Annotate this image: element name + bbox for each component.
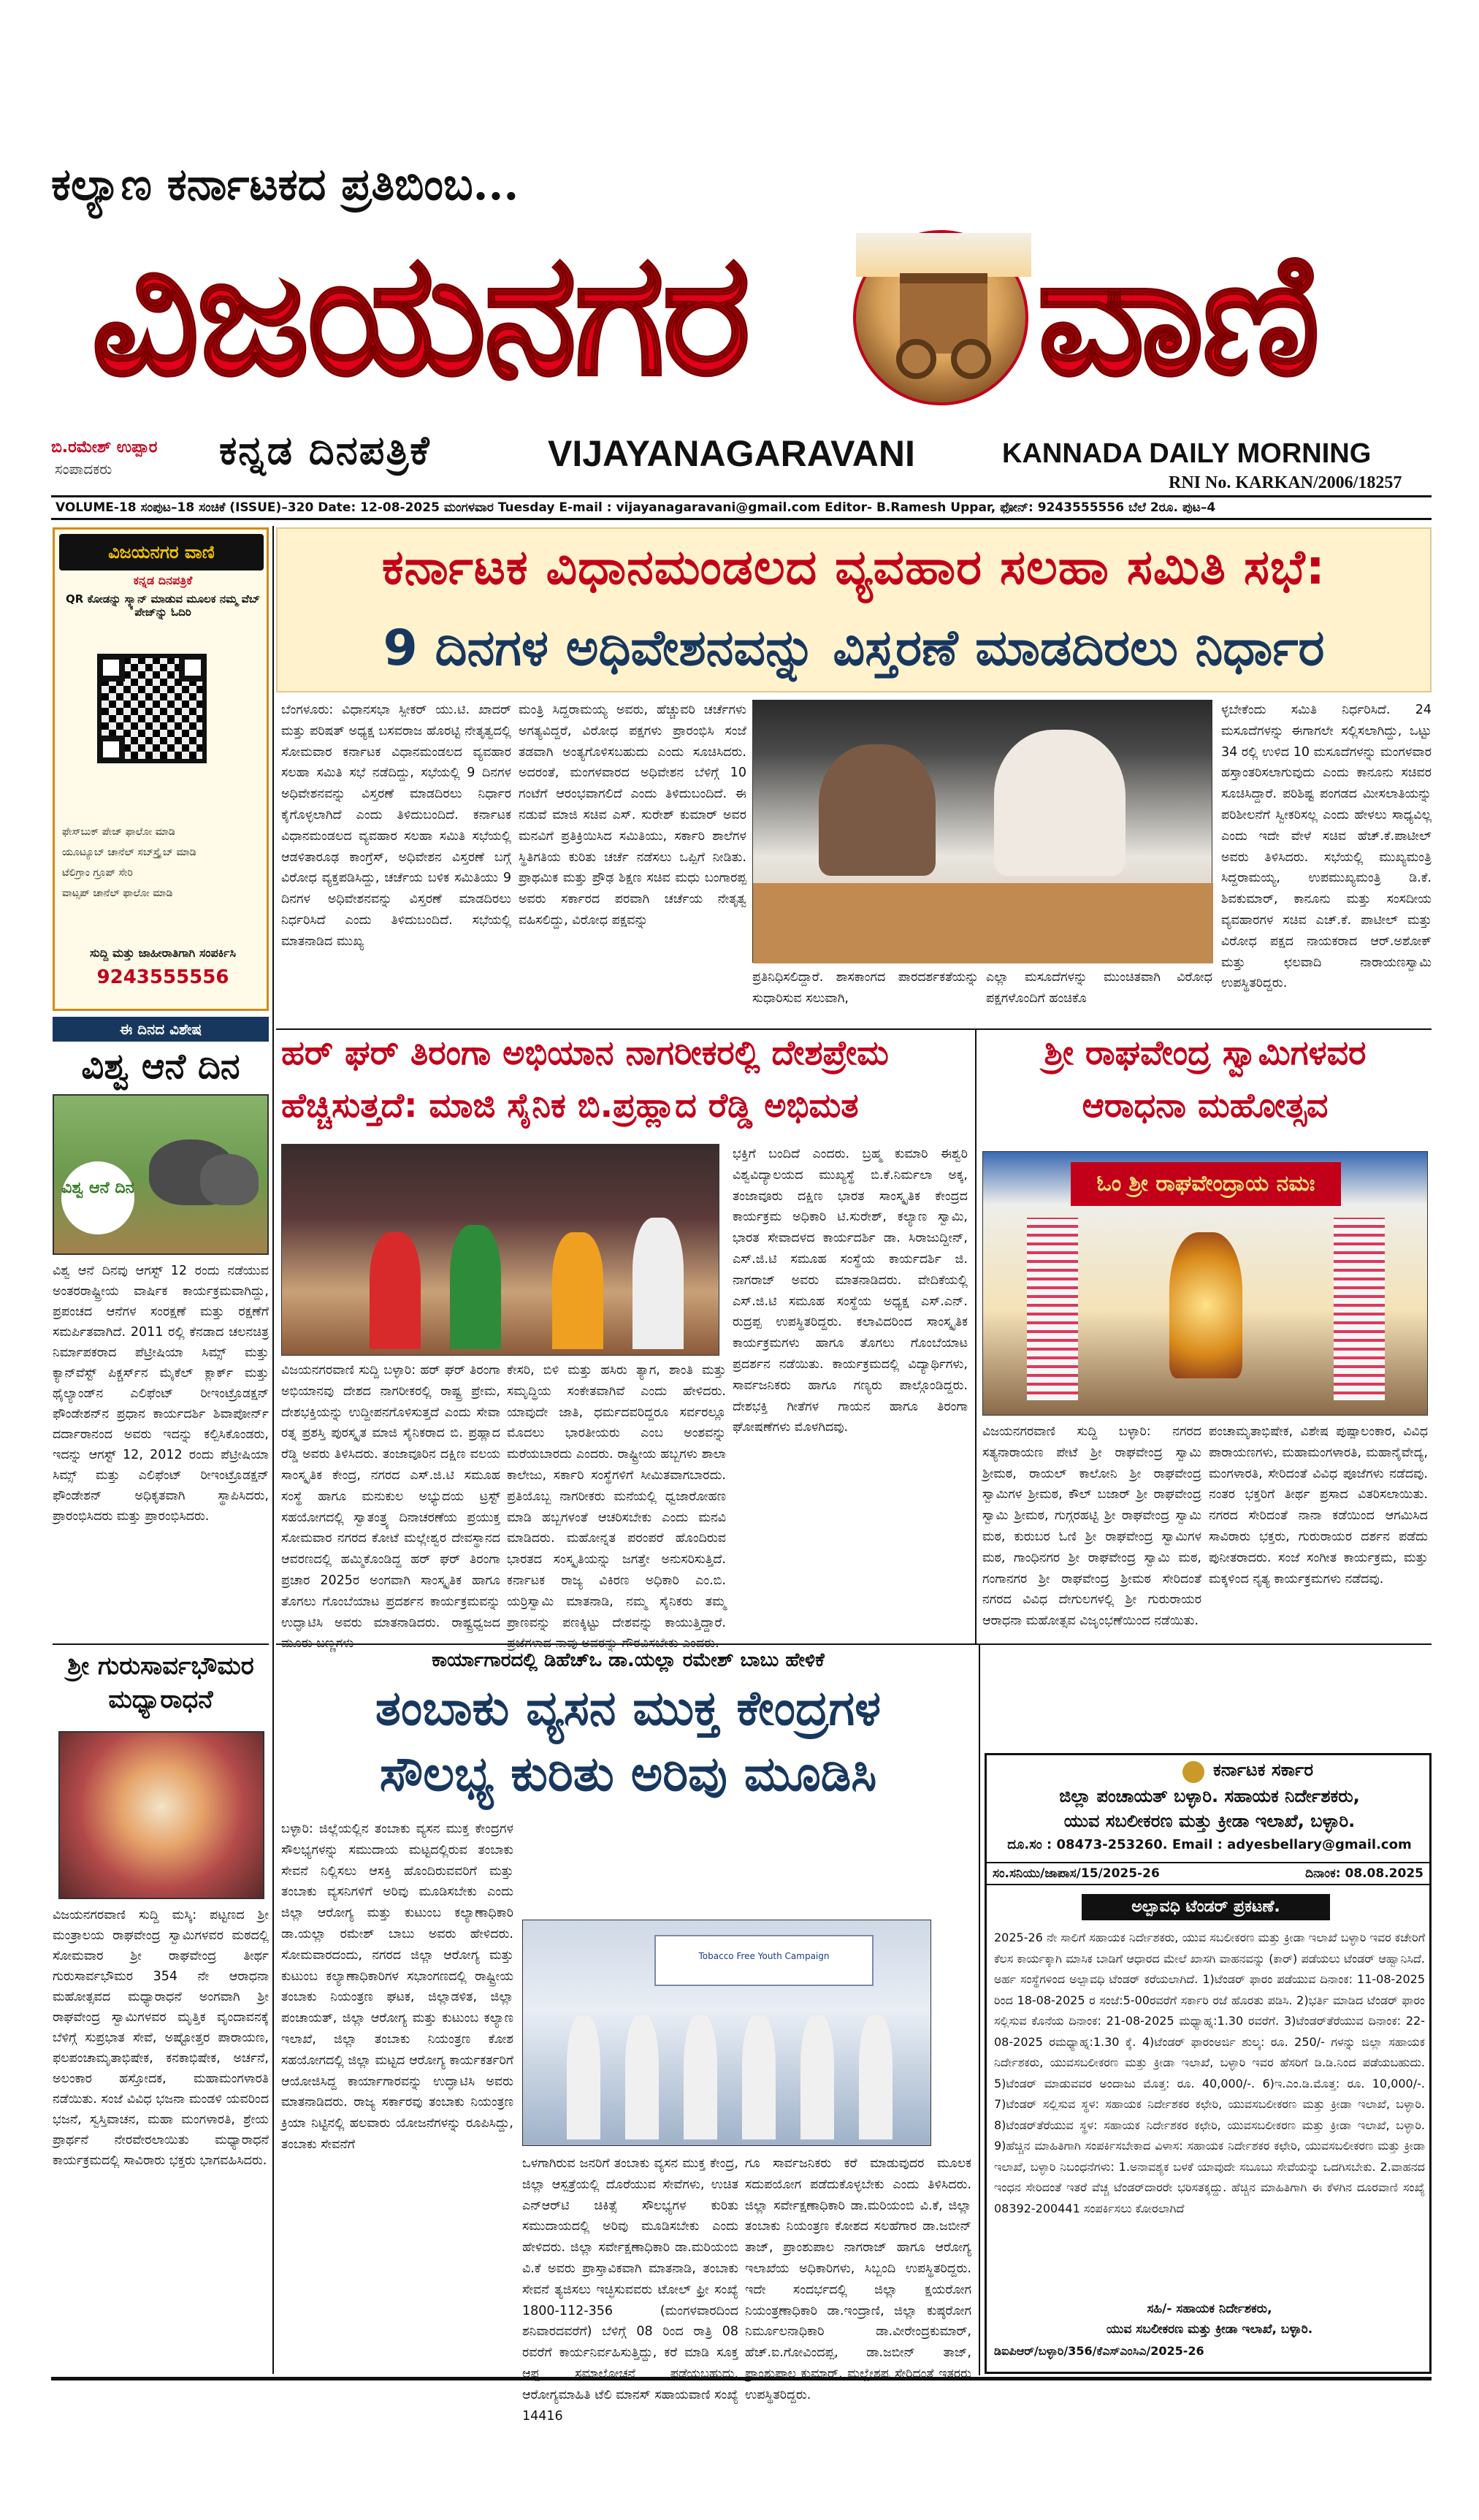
tobacco-workshop-photo: Tobacco Free Youth Campaign — [522, 1920, 931, 2146]
social-telegram-line[interactable]: ಟೆಲಿಗ್ರಾಂ ಗ್ರೂಪ್ ಸೇರಿ — [62, 867, 133, 879]
masthead-title-right: ವಾಣಿ — [1037, 218, 1318, 413]
qr-ad-sub: ಕನ್ನಡ ದಿನಪತ್ರಿಕೆ — [133, 573, 193, 587]
lead-column-3: ಪ್ರತಿನಿಧಿಸಲಿದ್ದಾರೆ. ಶಾಸಕಾಂಗದ ಪಾರದರ್ಶಕತೆಯನ್ನು ಸುಧಾರಿಸುವ ಸಲುವಾಗಿ, — [752, 970, 979, 1006]
masthead-title-left: ವಿಜಯನಗರ — [91, 218, 749, 413]
meeting-photo — [752, 700, 1212, 963]
tobacco-headline-1: ತಂಬಾಕು ವ್ಯಸನ ಮುಕ್ತ ಕೇಂದ್ರಗಳ — [375, 1680, 882, 1736]
tiranga-headline-2: ಹೆಚ್ಚಿಸುತ್ತದೆ: ಮಾಜಿ ಸೈನಿಕ ಬಿ.ಪ್ರಹ್ಲಾದ ರೆಡ್ಡಿ ಅಭಿಮತ — [281, 1085, 859, 1125]
elephant-day-image — [53, 1094, 269, 1255]
qr-ad-subheading — [61, 573, 265, 619]
tiranga-column-2: ಕೇಸರಿ, ಬಿಳಿ ಮತ್ತು ಹಸಿರು ತ್ಯಾಗ, ಶಾಂತಿ ಮತ್ತು ಸಮೃದ್ಧಿಯ ಸಂಕೇತವಾಗಿವೆ ಎಂದು ಹೇಳಿದರು. ಯಾವುದೇ ಜಾತಿ, ಧರ್ಮದವರಿದ್ದರೂ ಸರ್ವರಲ್ಲೂ ಮೊದಲು ಭಾರತೀಯರು ಎಂಬ ಅಂಶವನ್ನು ಮರೆಯಬಾರದು ಎಂದರು. ರಾಷ್ಟ್ರೀಯ ಹಬ್ಬಗಳು ಶಾಲಾ ಕಾಲೇಜು, ಸರ್ಕಾರಿ ಸಂಸ್ಥೆಗಳಿಗೆ ಸೀಮಿತವಾಗಬಾರದು. ಪ್ರತಿಯೊಬ್ಬ ನಾಗರೀಕರು ಮನೆಯಲ್ಲಿ ಧ್ವಜಾರೋಹಣ ಮಾಡಿ ಹಬ್ಬಗಳಂತೆ ಆಚರಿಸಬೇಕು ಎಂದು ಮನವಿ ಮಾಡಿದರು. ಮಹೋನ್ನತ ಪರಂಪರೆ ಹೊಂದಿರುವ ಭಾರತದ ಸಂಸ್ಕೃತಿಯನ್ನು ಜಗತ್ತೇ ಅನುಸರಿಸುತ್ತಿದೆ. ಕರ್ನಾಟಕ ರಾಜ್ಯ ವಿಕಿರಣ ಅಧಿಕಾರಿ ಎಂ.ಬಿ. ಯರ್ರಿಸ್ವಾಮಿ ಮಾತನಾಡಿ, ನಮ್ಮ ಸೈನಿಕರು ತಮ್ಮ ಪ್ರಾಣವನ್ನು ಪಣಕ್ಕಿಟ್ಟು ದೇಶವನ್ನು ಕಾಯುತ್ತಿದ್ದಾರೆ. ಪ್ರಜೆಗಳಾದ ನಾವು ಅವರನ್ನು ಗೌರವಿಸಬೇಕು ಎಂದರು. — [507, 1363, 726, 1652]
contact-label: ಸುದ್ದಿ ಮತ್ತು ಜಾಹೀರಾತಿಗಾಗಿ ಸಂಪರ್ಕಿಸಿ — [90, 946, 236, 960]
notice-signature — [994, 2299, 1425, 2340]
contact-phone: 9243555556 — [96, 966, 229, 988]
tobacco-column-2: ಒಳಗಾಗಿರುವ ಜನರಿಗೆ ತಂಬಾಕು ವ್ಯಸನ ಮುಕ್ತ ಕೇಂದ್ರ, ಜಿಲ್ಲಾ ಆಸ್ಪತ್ರೆಯಲ್ಲಿ ದೊರೆಯುವ ಸೇವೆಗಳು, ಉಚಿತ ಎನ್ಆರ್‌ಟಿ ಚಿಕಿತ್ಸೆ ಸೌಲಭ್ಯಗಳ ಕುರಿತು ಸಮುದಾಯದಲ್ಲಿ ಅರಿವು ಮೂಡಿಸಬೇಕು ಎಂದು ಹೇಳಿದರು. ಜಿಲ್ಲಾ ಸರ್ವೇಕ್ಷಣಾಧಿಕಾರಿ ಡಾ.ಮರಿಯಂಬಿ ವಿ.ಕೆ ಅವರು ಪ್ರಾಸ್ತಾವಿಕವಾಗಿ ಮಾತನಾಡಿ, ತಂಬಾಕು ಸೇವನೆ ತ್ಯಜಿಸಲು ಇಚ್ಛಿಸುವವರು ಟೋಲ್ ಫ್ರೀ ಸಂಖ್ಯೆ 1800-112-356 (ಮಂಗಳವಾರದಿಂದ ಶನಿವಾರದವರೆಗೆ) ಬೆಳಿಗ್ಗೆ 08 ರಿಂದ ರಾತ್ರಿ 08 ರವರೆಗೆ ಕಾರ್ಯನಿರ್ವಹಿಸುತ್ತಿದ್ದು, ಕರೆ ಮಾಡಿ ಸೂಕ್ತ ಆಪ್ತ ಸಮಾಲೋಚನೆ ಪಡೆಯಬಹುದು. ಆರೋಗ್ಯಮಾಹಿತಿ ಟೆಲಿ ಮಾನಸ್ ಸಹಾಯವಾಣಿ ಸಂಖ್ಯೆ 14416 — [522, 2156, 738, 2424]
tobacco-column-1: ಬಳ್ಳಾರಿ: ಜಿಲ್ಲೆಯಲ್ಲಿನ ತಂಬಾಕು ವ್ಯಸನ ಮುಕ್ತ ಕೇಂದ್ರಗಳ ಸೌಲಭ್ಯಗಳನ್ನು ಸಮುದಾಯ ಮಟ್ಟದಲ್ಲಿರುವ ತಂಬಾಕು ಸೇವನೆ ನಿಲ್ಲಿಸಲು ಆಸಕ್ತಿ ಹೊಂದಿರುವವರಿಗೆ ಮತ್ತು ತಂಬಾಕು ವ್ಯಸನಿಗಳಿಗೆ ಅರಿವು ಮೂಡಿಸಬೇಕು ಎಂದು ಜಿಲ್ಲಾ ಆರೋಗ್ಯ ಮತ್ತು ಕುಟುಂಬ ಕಲ್ಯಾಣಾಧಿಕಾರಿ ಡಾ.ಯಲ್ಲಾ ರಮೇಶ್ ಬಾಬು ಅವರು ಹೇಳಿದರು. ಸೋಮವಾರದಂದು, ನಗರದ ಜಿಲ್ಲಾ ಆರೋಗ್ಯ ಮತ್ತು ಕುಟುಂಬ ಕಲ್ಯಾಣಾಧಿಕಾರಿಗಳ ಸಭಾಂಗಣದಲ್ಲಿ ರಾಷ್ಟ್ರೀಯ ತಂಬಾಕು ನಿಯಂತ್ರಣ ಘಟಕ, ಜಿಲ್ಲಾಡಳಿತ, ಜಿಲ್ಲಾ ಪಂಚಾಯತ್, ಜಿಲ್ಲಾ ಆರೋಗ್ಯ ಮತ್ತು ಕುಟುಂಬ ಕಲ್ಯಾಣ ಇಲಾಖೆ, ಜಿಲ್ಲಾ ತಂಬಾಕು ನಿಯಂತ್ರಣ ಕೋಶ ಸಹಯೋಗದಲ್ಲಿ ಜಿಲ್ಲಾ ಮಟ್ಟದ ಆರೋಗ್ಯ ಕಾರ್ಯಕರ್ತರಿಗೆ ಆಯೋಜಿಸಿದ್ದ ಕಾರ್ಯಾಗಾರವನ್ನು ಉದ್ಘಾಟಿಸಿ ಅವರು ಮಾತನಾಡಿದರು. ರಾಜ್ಯ ಸರ್ಕಾರವು ತಂಬಾಕು ನಿಯಂತ್ರಣ ಕ್ರಿಯಾ ನಿಟ್ಟಿನಲ್ಲಿ ಹಲವಾರು ಯೋಜನೆಗಳನ್ನು ರೂಪಿಸಿದ್ದು, ತಂಬಾಕು ಸೇವನೆಗೆ — [281, 1822, 513, 2152]
raghavendra-column-1: ವಿಜಯನಗರವಾಣಿ ಸುದ್ದಿ ಬಳ್ಳಾರಿ: ನಗರದ ಸತ್ಯನಾರಾಯಣ ಪೇಟೆ ಶ್ರೀ ರಾಘವೇಂದ್ರ ಸ್ವಾಮಿ ಶ್ರೀಮಠ, ರಾಯಲ್ ಕಾಲೋನಿ ಶ್ರೀ ರಾಘವೇಂದ್ರ ಸ್ವಾಮಿಗಳ ಶ್ರೀಮಠ, ಕೌಲ್ ಬಜಾರ್ ಶ್ರೀ ರಾಘವೇಂದ್ರ ಸ್ವಾಮಿ ಶ್ರೀಮಠ, ಗುಗ್ಗರಹಟ್ಟಿ ಶ್ರೀ ರಾಘವೇಂದ್ರ ಸ್ವಾಮಿ ಮಠ, ಕುರುಬರ ಓಣಿ ಶ್ರೀ ರಾಘವೇಂದ್ರ ಸ್ವಾಮಿಗಳ ಮಠ, ಗಾಂಧಿನಗರ ಶ್ರೀ ರಾಘವೇಂದ್ರ ಸ್ವಾಮಿ ಮಠ, ಗಂಗಾನಗರ ಶ್ರೀ ರಾಘವೇಂದ್ರ ಶ್ರೀಮಠ ಸೇರಿದಂತೆ ನಗರದ ವಿವಿಧ ದೇಗುಲಗಳಲ್ಲಿ ಶ್ರೀ ಗುರುರಾಯರ ಆರಾಧನಾ ಮಹೋತ್ಸವ ವಿಜೃಂಭಣೆಯಿಂದ ನಡೆಯಿತು. — [982, 1424, 1201, 1629]
social-facebook-line[interactable]: ಫೇಸ್‌ಬುಕ್ ಪೇಜ್ ಫಾಲೋ ಮಾಡಿ — [62, 826, 175, 838]
day-special-heading: ಈ ದಿನದ ವಿಶೇಷ — [53, 1017, 269, 1042]
tobacco-column-3: ಗೂ ಸಾರ್ವಜನಿಕರು ಕರೆ ಮಾಡುವುದರ ಮೂಲಕ ಸದುಪಯೋಗ ಪಡೆದುಕೊಳ್ಳಬೇಕು ಎಂದು ತಿಳಿಸಿದರು. ಜಿಲ್ಲಾ ಸರ್ವೇಕ್ಷಣಾಧಿಕಾರಿ ಡಾ.ಮರಿಯಂಬಿ ವಿ.ಕೆ, ಜಿಲ್ಲಾ ತಂಬಾಕು ನಿಯಂತ್ರಣ ಕೋಶದ ಸಲಹೆಗಾರ ಡಾ.ಜಬೀನ್ ತಾಜ್, ಪ್ರಾಂಶುಪಾಲ ನಾಗರಾಜ್ ಹಾಗೂ ಆರೋಗ್ಯ ಇಲಾಖೆಯ ಅಧಿಕಾರಿಗಳು, ಸಿಬ್ಬಂದಿ ಉಪಸ್ಥಿತರಿದ್ದರು. ಇದೇ ಸಂದರ್ಭದಲ್ಲಿ ಜಿಲ್ಲಾ ಕ್ಷಯರೋಗ ನಿಯಂತ್ರಣಾಧಿಕಾರಿ ಡಾ.ಇಂದ್ರಾಣಿ, ಜಿಲ್ಲಾ ಕುಷ್ಠರೋಗ ನಿರ್ಮೂಲನಾಧಿಕಾರಿ ಡಾ.ವೀರೇಂದ್ರಕುಮಾರ್, ಹೆಚ್.ಐ.ಗೋವಿಂದಪ್ಪ, ಡಾ.ಜಬೀನ್ ತಾಜ್, ಪ್ರಾಂಶುಪಾಲ ಕುಮಾರ್, ಮಲ್ಲೇಶಪ್ಪ ಸೇರಿದಂತೆ ಇತರರು ಉಪಸ್ಥಿತರಿದ್ದರು. — [745, 2156, 971, 2402]
brand-english: VIJAYANAGARAVANI — [548, 433, 915, 474]
qr-advertisement — [53, 527, 269, 1011]
qr-corner-icon — [97, 654, 125, 681]
editor-name: ಬಿ.ರಮೇಶ್ ಉಪ್ಪಾರ — [51, 438, 158, 457]
social-links — [62, 822, 264, 904]
tagline: ಕಲ್ಯಾಣ ಕರ್ನಾಟಕದ ಪ್ರತಿಬಿಂಬ... — [51, 159, 519, 210]
tiranga-headline-1: ಹರ್ ಘರ್ ತಿರಂಗಾ ಅಭಿಯಾನ ನಾಗರೀಕರಲ್ಲಿ ದೇಶಪ್ರೇಮ — [281, 1033, 889, 1072]
tiranga-event-photo — [281, 1144, 719, 1356]
lead-column-4: ಎಲ್ಲಾ ಮಸೂದೆಗಳನ್ನು ಮುಂಚಿತವಾಗಿ ವಿರೋಧ ಪಕ್ಷಗಳೊಂದಿಗೆ ಹಂಚಿಕೊ — [986, 970, 1212, 1006]
rni-number: RNI No. KARKAN/2006/18257 — [1169, 473, 1402, 492]
lead-column-2: ಮಂತ್ರಿ ಸಿದ್ದರಾಮಯ್ಯ ಅವರು, ಹೆಚ್ಚುವರಿ ಚರ್ಚೆಗಳು ಅಗತ್ಯವಿದ್ದರೆ, ವಿರೋಧ ಪಕ್ಷಗಳು ಪ್ರಾರಂಭಿಸಿ ಸಂಜೆ ತಡವಾಗಿ ಅಂತ್ಯಗೊಳಿಸಬಹುದು ಎಂದು ಸೂಚಿಸಿದರು. ಅದರಂತೆ, ಮಂಗಳವಾರದ ಅಧಿವೇಶನ ಬೆಳಿಗ್ಗೆ 10 ಗಂಟೆಗೆ ಆರಂಭವಾಗಲಿದೆ ಎಂದು ತಿಳಿದುಬಂದಿದೆ. ಈ ನಡುವೆ ಮಾಜಿ ಸಚಿವ ಎಸ್. ಸುರೇಶ್ ಕುಮಾರ್ ಅವರ ಮನವಿಗೆ ಪ್ರತಿಕ್ರಿಯಿಸಿದ ಸಮಿತಿಯು, ಸರ್ಕಾರಿ ಶಾಲೆಗಳ ಸ್ಥಿತಿಗತಿಯ ಕುರಿತು ಚರ್ಚೆ ನಡೆಸಲು ಒಪ್ಪಿಗೆ ನೀಡಿತು. ಪ್ರಾಥಮಿಕ ಮತ್ತು ಪ್ರೌಢ ಶಿಕ್ಷಣ ಸಚಿವ ಮಧು ಬಂಗಾರಪ್ಪ ಅವರು ಸರ್ಕಾರದ ಪರವಾಗಿ ಚರ್ಚೆಯ ನೇತೃತ್ವ ವಹಿಸಲಿದ್ದು, ವಿರೋಧ ಪಕ್ಷವನ್ನು — [519, 703, 746, 928]
notice-title: ಅಲ್ಪಾವಧಿ ಟೆಂಡರ್ ಪ್ರಕಟಣೆ. — [1082, 1894, 1330, 1920]
notice-signature-1: ಸಹಿ/- ಸಹಾಯಕ ನಿರ್ದೇಶಕರು, — [1147, 2302, 1272, 2316]
day-special-text: ವಿಶ್ವ ಆನೆ ದಿನವು ಆಗಸ್ಟ್ 12 ರಂದು ನಡೆಯುವ ಅಂತರರಾಷ್ಟ್ರೀಯ ವಾರ್ಷಿಕ ಕಾರ್ಯಕ್ರಮವಾಗಿದ್ದು, ಪ್ರಪಂಚದ ಆನೆಗಳ ಸಂರಕ್ಷಣೆ ಮತ್ತು ರಕ್ಷಣೆಗೆ ಸಮರ್ಪಿತವಾಗಿದೆ. 2011 ರಲ್ಲಿ ಕೆನಡಾದ ಚಲನಚಿತ್ರ ನಿರ್ಮಾಪಕರಾದ ಪೆಟ್ರೀಷಿಯಾ ಸಿಮ್ಸ್ ಮತ್ತು ಕ್ಯಾನ್‌ವೆಸ್ಟ್ ಪಿಕ್ಚರ್ಸ್‌ನ ಮೈಕೆಲ್ ಕ್ಲಾರ್ಕ್ ಮತ್ತು ಥೈಲ್ಯಾಂಡ್‌ನ ಎಲಿಫೆಂಟ್ ರೀಇಂಟ್ರೊಡಕ್ಷನ್ ಫೌಂಡೇಶನ್‌ನ ಪ್ರಧಾನ ಕಾರ್ಯದರ್ಶಿ ಶಿವಾಪೋರ್ನ್ ದರ್ದಾರಾನಂದ ಅವರು ಇದನ್ನು ಕಲ್ಪಿಸಿಕೊಂಡರು, ಇದನ್ನು ಆಗಸ್ಟ್ 12, 2012 ರಂದು ಪೆಟ್ರೀಷಿಯಾ ಸಿಮ್ಸ್ ಮತ್ತು ಎಲಿಫೆಂಟ್ ರೀಇಂಟ್ರೊಡಕ್ಷನ್ ಫೌಂಡೇಶನ್ ಅಧಿಕೃತವಾಗಿ ಸ್ಥಾಪಿಸಿದರು, ಪ್ರಾರಂಭಿಸಿದರು ಮತ್ತು ಪ್ರಾರಂಭಿಸಿದರು. — [53, 1264, 269, 1524]
tobacco-headline-2: ಸೌಲಭ್ಯ ಕುರಿತು ಅರಿವು ಮೂಡಿಸಿ — [379, 1746, 877, 1802]
notice-contact: ದೂ.ಸಂ : 08473-253260. Email : adyesbellary@gmail.com — [1007, 1837, 1412, 1852]
hampi-chariot-logo — [853, 230, 1028, 405]
raghavendra-headline-1: ಶ್ರೀ ರಾಘವೇಂದ್ರ ಸ್ವಾಮಿಗಳವರ — [1044, 1033, 1367, 1072]
guru-brindavana-photo — [58, 1731, 264, 1899]
notice-reference: ಸಂ.ಸನಿಯು/ಜಾಪಾಸ/15/2025-26 — [993, 1866, 1160, 1881]
temple-banner: ಓಂ ಶ್ರೀ ರಾಘವೇಂದ್ರಾಯ ನಮಃ — [1071, 1162, 1341, 1206]
lead-column-5: ಳ್ಳಬೇಕೆಂದು ಸಮಿತಿ ನಿರ್ಧರಿಸಿದೆ. 24 ಮಸೂದೆಗಳನ್ನು ಈಗಾಗಲೇ ಸಲ್ಲಿಸಲಾಗಿದ್ದು, ಒಟ್ಟು 34 ರಲ್ಲಿ ಉಳಿದ 10 ಮಸೂದೆಗಳನ್ನು ಮಂಗಳವಾರ ಹಸ್ತಾಂತರಿಸಲಾಗುವುದು ಎಂದು ಕಾನೂನು ಸಚಿವರ ಸೂಚಿಸಿದ್ದಾರೆ. ಪರಿಶಿಷ್ಟ ಪಂಗಡದ ಮೀಸಲಾತಿಯನ್ನು ಪರಿಶೀಲನೆಗೆ ಸ್ವೀಕರಿಸಲ್ಲ ಎಂದು ಹೇಳಲು ಸಾಧ್ಯವಿಲ್ಲ ಎಂದು ಇದೇ ವೇಳೆ ಸಚಿವ ಹೆಚ್.ಕೆ.ಪಾಟೀಲ್ ಅವರು ತಿಳಿಸಿದರು. ಸಭೆಯಲ್ಲಿ ಮುಖ್ಯಮಂತ್ರಿ ಸಿದ್ದರಾಮಯ್ಯ, ಉಪಮುಖ್ಯಮಂತ್ರಿ ಡಿ.ಕೆ. ಶಿವಕುಮಾರ್, ಕಾನೂನು ಮತ್ತು ಸಂಸದೀಯ ವ್ಯವಹಾರಗಳ ಸಚಿವ ಎಚ್.ಕೆ. ಪಾಟೀಲ್ ಮತ್ತು ವಿರೋಧ ಪಕ್ಷದ ನಾಯಕರಾದ ಆರ್.ಅಶೋಕ್ ಮತ್ತು ಛಲವಾದಿ ನಾರಾಯಣಸ್ವಾಮಿ ಉಪಸ್ಥಿತರಿದ್ದರು. — [1221, 703, 1432, 991]
raghavendra-headline-2: ಆರಾಧನಾ ಮಹೋತ್ಸವ — [1082, 1085, 1329, 1125]
bottom-rule — [51, 2377, 1432, 2380]
social-whatsapp-line[interactable]: ವಾಟ್ಸಪ್ ಚಾನೆಲ್ ಫಾಲೋ ಮಾಡಿ — [62, 887, 173, 899]
lead-column-1: ಬೆಂಗಳೂರು: ವಿಧಾನಸಭಾ ಸ್ಪೀಕರ್ ಯು.ಟಿ. ಖಾದರ್ ಮತ್ತು ಪರಿಷತ್ ಅಧ್ಯಕ್ಷ ಬಸವರಾಜ ಹೊರಟ್ಟಿ ನೇತೃತ್ವದಲ್ಲಿ ಸೋಮವಾರ ಕರ್ನಾಟಕ ವಿಧಾನಮಂಡಲದ ವ್ಯವಹಾರ ಸಲಹಾ ಸಮಿತಿ ಸಭೆ ನಡೆದಿದ್ದು, ಸಭೆಯಲ್ಲಿ 9 ದಿನಗಳ ಅಧಿವೇಶನವನ್ನು ವಿಸ್ತರಣೆ ಮಾಡದಿರಲು ನಿರ್ಧಾರ ಕೈಗೊಳ್ಳಲಾಗಿದೆ ಎಂದು ತಿಳಿದುಬಂದಿದೆ. ಕರ್ನಾಟಕ ವಿಧಾನಮಂಡಲದ ವ್ಯವಹಾರ ಸಲಹಾ ಸಮಿತಿ ಸಭೆಯಲ್ಲಿ ಆಡಳಿತಾರೂಢ ಕಾಂಗ್ರೆಸ್, ಅಧಿವೇಶನ ವಿಸ್ತರಣೆ ಬಗ್ಗೆ ವಿರೋಧ ವ್ಯಕ್ತಪಡಿಸಿದ್ದು, ಚರ್ಚೆಯ ಬಳಿಕ ಸಮಿತಿಯು 9 ದಿನಗಳ ಅಧಿವೇಶನವನ್ನು ವಿಸ್ತರಣೆ ಮಾಡದಿರಲು ನಿರ್ಧರಿಸಿದೆ ಎಂದು ತಿಳಿದುಬಂದಿದೆ. ಸಭೆಯಲ್ಲಿ ಮಾತನಾಡಿದ ಮುಖ್ಯ — [281, 703, 511, 949]
notice-signature-2: ಯುವ ಸಬಲೀಕರಣ ಮತ್ತು ಕ್ರೀಡಾ ಇಲಾಖೆ, ಬಳ್ಳಾರಿ. — [1106, 2322, 1313, 2337]
temple-photo — [982, 1151, 1428, 1416]
qr-corner-icon — [179, 654, 207, 681]
editor-role: ಸಂಪಾದಕರು — [55, 460, 112, 478]
issue-info-bar: VOLUME-18 ಸಂಪುಟ–18 ಸಂಚಿಕೆ (ISSUE)–320 Date: 12-08-2025 ಮಂಗಳವಾರ Tuesday E-mail : vijayanagaravani@gmail.com Editor- B.Ramesh Uppar, ಫೋನ್: 9243555556 ಬೆಲೆ 2ರೂ. ಪುಟ–4 — [51, 495, 1432, 520]
tobacco-kicker: ಕಾರ್ಯಾಗಾರದಲ್ಲಿ ಡಿಹೆಚ್ಒ ಡಾ.ಯಲ್ಲಾ ರಮೇಶ್ ಬಾಬು ಹೇಳಿಕೆ — [432, 1649, 825, 1671]
lead-headline-2: 9 ದಿನಗಳ ಅಧಿವೇಶನವನ್ನು ವಿಸ್ತರಣೆ ಮಾಡದಿರಲು ನಿರ್ಧಾರ — [383, 619, 1325, 677]
tiranga-column-3: ಭಕ್ತಿಗೆ ಬಂದಿದೆ ಎಂದರು. ಬ್ರಹ್ಮ ಕುಮಾರಿ ಈಶ್ವರಿ ವಿಶ್ವವಿದ್ಯಾಲಯದ ಮುಖ್ಯಸ್ಥೆ ಬಿ.ಕೆ.ನಿರ್ಮಲಾ ಅಕ್ಕ, ತಂಜಾವೂರು ದಕ್ಷಿಣ ಭಾರತ ಸಾಂಸ್ಕೃತಿಕ ಕೇಂದ್ರದ ಕಾರ್ಯಕ್ರಮ ಅಧಿಕಾರಿ ಟಿ.ಸುರೇಶ್, ಕಲ್ಯಾಣ ಸ್ವಾಮಿ, ಭಾರತ ಸೇವಾದಳದ ಕಾರ್ಯದರ್ಶಿ ಡಾ. ಸಿರಾಜುದ್ದೀನ್, ಎಸ್.ಜಿ.ಟಿ ಸಮೂಹ ಸಂಸ್ಥೆಯ ಕಾರ್ಯದರ್ಶಿ ಜಿ. ನಾಗರಾಜ್ ಅವರು ಮಾತನಾಡಿದರು. ವೇದಿಕೆಯಲ್ಲಿ ಎಸ್.ಜಿ.ಟಿ ಸಮೂಹ ಸಂಸ್ಥೆಯ ಅಧ್ಯಕ್ಷ ಎಸ್.ಎನ್. ರುದ್ರಪ್ಪ ಉಪಸ್ಥಿತರಿದ್ದರು. ಕಲಾವಿದರಿಂದ ಸಾಂಸ್ಕೃತಿಕ ಕಾರ್ಯಕ್ರಮಗಳು ಹಾಗೂ ತೊಗಲು ಗೊಂಬೆಯಾಟ ಪ್ರದರ್ಶನ ನಡೆಯಿತು. ಕಾರ್ಯಕ್ರಮದಲ್ಲಿ ವಿದ್ಯಾರ್ಥಿಗಳು, ಸಾರ್ವಜನಿಕರು ಹಾಗೂ ಗಣ್ಯರು ಪಾಲ್ಗೊಂಡಿದ್ದರು. ದೇಶಭಕ್ತಿ ಗೀತೆಗಳ ಗಾಯನ ಹಾಗೂ ತಿರಂಗಾ ಘೋಷಣೆಗಳು ಮೊಳಗಿದವು. — [733, 1147, 968, 1435]
notice-department-2: ಯುವ ಸಬಲೀಕರಣ ಮತ್ತು ಕ್ರೀಡಾ ಇಲಾಖೆ, ಬಳ್ಳಾರಿ. — [1063, 1811, 1356, 1831]
qr-ad-scan-text: QR ಕೋಡನ್ನು ಸ್ಕ್ಯಾನ್ ಮಾಡುವ ಮೂಲಕ ನಮ್ಮ ವೆಬ್ ಪೇಜ್‌ನ್ನು ಓದಿರಿ — [66, 592, 260, 619]
day-special-title: ವಿಶ್ವ ಆನೆ ದಿನ — [81, 1046, 240, 1087]
qr-ad-heading: ವಿಜಯನಗರ ವಾಣಿ — [59, 534, 264, 570]
tiranga-column-1: ವಿಜಯನಗರವಾಣಿ ಸುದ್ದಿ ಬಳ್ಳಾರಿ: ಹರ್ ಘರ್ ತಿರಂಗಾ ಅಭಿಯಾನವು ದೇಶದ ನಾಗರೀಕರಲ್ಲಿ ರಾಷ್ಟ್ರ ಪ್ರೇಮ, ದೇಶಭಕ್ತಿಯನ್ನು ಉದ್ದೀಪನಗೊಳಿಸುತ್ತದೆ ಎಂದು ಸೇವಾ ರತ್ನ ಪ್ರಶಸ್ತಿ ಪುರಸ್ಕೃತ ಮಾಜಿ ಸೈನಿಕರಾದ ಬಿ. ಪ್ರಹ್ಲಾದ ರೆಡ್ಡಿ ಅವರು ತಿಳಿಸಿದರು. ತಂಜಾವೂರಿನ ದಕ್ಷಿಣ ವಲಯ ಸಾಂಸ್ಕೃತಿಕ ಕೇಂದ್ರ, ನಗರದ ಎಸ್.ಜಿ.ಟಿ ಸಮೂಹ ಸಂಸ್ಥೆ ಹಾಗೂ ಮನುಕುಲ ಅಭ್ಯುದಯ ಟ್ರಸ್ಟ್ ಸಹಯೋಗದಲ್ಲಿ ಸ್ವಾತಂತ್ರ್ಯ ದಿನಾಚರಣೆಯ ಪ್ರಯುಕ್ತ ಸೋಮವಾರ ನಗರದ ಕೋಟೆ ಮಲ್ಲೇಶ್ವರ ದೇವಸ್ಥಾನದ ಆವರಣದಲ್ಲಿ ಹಮ್ಮಿಕೊಂಡಿದ್ದ ಹರ್ ಘರ್ ತಿರಂಗಾ ಪ್ರಚಾರ 2025ರ ಅಂಗವಾಗಿ ಸಾಂಸ್ಕೃತಿಕ ಹಾಗೂ ತೊಗಲು ಗೊಂಬೆಯಾಟ ಪ್ರದರ್ಶನ ಕಾರ್ಯಕ್ರಮವನ್ನು ಉದ್ಘಾಟಿಸಿ ಅವರು ಮಾತನಾಡಿದರು. ರಾಷ್ಟ್ರಧ್ವಜದ ಮೂರು ಬಣ್ಣಗಳು — [281, 1363, 500, 1652]
daily-label-kannada: ಕನ್ನಡ ದಿನಪತ್ರಿಕೆ — [219, 427, 431, 473]
notice-body: 2025-26 ನೇ ಸಾಲಿಗೆ ಸಹಾಯಕ ನಿರ್ದೇಶಕರು, ಯುವ ಸಬಲೀಕರಣ ಮತ್ತು ಕ್ರೀಡಾ ಇಲಾಖೆ ಬಳ್ಳಾರಿ ಇವರ ಕಚೇರಿಗೆ ಕೆಲಸ ಕಾರ್ಯಕ್ಕಾಗಿ ಮಾಸಿಕ ಬಾಡಿಗೆ ಆಧಾರದ ಮೇಲೆ ಖಾಸಗಿ ವಾಹನವನ್ನು (ಕಾರ್) ಪಡೆಯಲು ಟೆಂಡರ್ ಆಹ್ವಾನಿಸಿದೆ. ಅರ್ಹ ಸಂಸ್ಥೆಗಳಿಂದ ಅಲ್ಪಾವಧಿ ಟೆಂಡರ್ ಕರೆಯಲಾಗಿದೆ. 1)ಟೆಂಡರ್ ಫಾರಂ ಪಡೆಯುವ ದಿನಾಂಕ: 11-08-2025 ರಿಂದ 18-08-2025 ರ ಸಂಜೆ:5-00ರವರೆಗೆ ಸರ್ಕಾರಿ ರಜೆ ಹೊರತು ಪಡಿಸಿ. 2)ಭರ್ತಿ ಮಾಡಿದ ಟೆಂಡರ್ ಫಾರಂ ಸಲ್ಲಿಸುವ ಕೊನೆಯ ದಿನಾಂಕ: 21-08-2025 ಮಧ್ಯಾಹ್ನ:1.30 ರವರೆಗೆ. 3)ಟೆಂಡರ್‌ತೆರೆಯುವ ದಿನಾಂಕ: 22-08-2025 ರಮಧ್ಯಾಹ್ನ:1.30 ಕ್ಕೆ. 4)ಟೆಂಡರ್ ಫಾರಂಅರ್ಜಿ ಶುಲ್ಕ: ರೂ. 250/- ಗಳನ್ನು ಜಿಲ್ಲಾ ಸಹಾಯಕ ನಿರ್ದೇಶಕರು, ಯುವಸಬಲೀಕರಣ ಮತ್ತು ಕ್ರೀಡಾ ಇಲಾಖೆ, ಬಳ್ಳಾರಿ ಇವರ ಹೆಸರಿಗೆ ಡಿ.ಡಿ.ನಿಂದ ಪಡೆಯಬಹುದು. 5)ಟೆಂಡರ್ ಮಾಡುವವರ ಅಂದಾಜು ಮೊತ್ತ: ರೂ. 40,000/-. 6)ಇ.ಎಂ.ಡಿ.ಮೊತ್ತ: ರೂ. 10,000/-. 7)ಟೆಂಡರ್ ಸಲ್ಲಿಸುವ ಸ್ಥಳ: ಸಹಾಯಕ ನಿರ್ದೇಶಕರ ಕಛೇರಿ, ಯುವಸಬಲೀಕರಣ ಮತ್ತು ಕ್ರೀಡಾ ಇಲಾಖೆ, ಬಳ್ಳಾರಿ. 8)ಟೆಂಡರ್‌ತೆರೆಯುವ ಸ್ಥಳ: ಸಹಾಯಕ ನಿರ್ದೇಶಕರ ಕಛೇರಿ, ಯುವಸಬಲೀಕರಣ ಮತ್ತು ಕ್ರೀಡಾ ಇಲಾಖೆ, ಬಳ್ಳಾರಿ. 9)ಹೆಚ್ಚಿನ ಮಾಹಿತಿಗಾಗಿ ಸಂಪರ್ಕಿಸಬೇಕಾದ ವಿಳಾಸ: ಸಹಾಯಕ ನಿರ್ದೇಶಕರ ಕಛೇರಿ, ಯುವಸಬಲೀಕರಣ ಮತ್ತು ಕ್ರೀಡಾ ಇಲಾಖೆ, ಬಳ್ಳಾರಿ ನಿಬಂಧನೆಗಳು: 1.ಅನಾವಶ್ಯಕ ಬಳಕೆ ಯಾವುದೇ ಸಬೂಬು ಸೇವೆಯನ್ನು ಒದಗಿಸಬೇಕು. 2.ವಾಹನದ ಇಂಧನ ಸೇರಿದಂತೆ ಇತರೆ ವೆಚ್ಚ ಟೆಂಡರ್‌ದಾರರೇ ಭರಿಸತಕ್ಕದ್ದು. ಹೆಚ್ಚಿನ ಮಾಹಿತಿಗಾಗಿ ಈ ಕೆಳಗಿನ ದೂರವಾಣಿ ಸಂಖ್ಯೆ 08392-200441 ಸಂಪರ್ಕಿಸಲು ಕೋರಲಾಗಿದೆ — [994, 1931, 1425, 2215]
raghavendra-column-2: ಪಂಚಾಮೃತಾಭಿಷೇಕ, ವಿಶೇಷ ಪುಷ್ಪಾಲಂಕಾರ, ವಿವಿಧ ಪಾರಾಯಣಗಳು, ಮಹಾಮಂಗಳಾರತಿ, ಮಹಾನೈವೇದ್ಯ, ಮಂಗಳಾರತಿ, ಸೇರಿದಂತೆ ವಿವಿಧ ಪೂಜೆಗಳು ನಡೆದವು. ನಂತರ ಭಕ್ತರಿಗೆ ತೀರ್ಥ ಪ್ರಸಾದ ವಿತರಿಸಲಾಯಿತು. ನಗರದ ಸೇರಿದಂತೆ ನಾನಾ ಕಡೆಯಿಂದ ಆಗಮಿಸಿದ ಸಾವಿರಾರು ಭಕ್ತರು, ಗುರುರಾಯರ ದರ್ಶನ ಪಡೆದು ಪುನೀತರಾದರು. ಸಂಜೆ ಸಂಗೀತ ಕಾರ್ಯಕ್ರಮ, ಮತ್ತು ಮಕ್ಕಳಿಂದ ನೃತ್ಯ ಕಾರ್ಯಕ್ರಮಗಳು ನಡೆದವು. — [1209, 1424, 1428, 1587]
notice-date: ದಿನಾಂಕ: 08.08.2025 — [1305, 1866, 1423, 1881]
tender-notice — [985, 1753, 1432, 2374]
lead-headline-1: ಕರ್ನಾಟಕ ವಿಧಾನಮಂಡಲದ ವ್ಯವಹಾರ ಸಲಹಾ ಸಮಿತಿ ಸಭೆ: — [381, 539, 1326, 595]
guru-text: ವಿಜಯನಗರವಾಣಿ ಸುದ್ದಿ ಮಸ್ಕಿ: ಪಟ್ಟಣದ ಶ್ರೀ ಮಂತ್ರಾಲಯ ರಾಘವೇಂದ್ರ ಸ್ವಾಮಿಗಳವರ ಮಠದಲ್ಲಿ ಸೋಮವಾರ ಶ್ರೀ ರಾಘವೇಂದ್ರ ತೀರ್ಥ ಗುರುಸಾರ್ವಭೌಮರ 354 ನೇ ಆರಾಧನಾ ಮಹೋತ್ಸವದ ಮಧ್ಯಾರಾಧನೆ ಅಂಗವಾಗಿ ಶ್ರೀ ರಾಘವೇಂದ್ರ ಸ್ವಾಮಿಗಳವರ ಮೃತ್ತಿಕ ವೃಂದಾವನಕ್ಕೆ ಬೆಳಿಗ್ಗೆ ಸುಪ್ರಭಾತ ಸೇವೆ, ಅಷ್ಟೋತ್ತರ ಪಾರಾಯಣ, ಫಲಪಂಚಾಮೃತಾಭಿಷೇಕ, ಕನಕಾಭಿಷೇಕ, ಅರ್ಚನೆ, ಅಲಂಕಾರ ಹಸ್ತೋದಕ, ಮಹಾಮಂಗಳಾರತಿ ನಡೆಯಿತು. ಸಂಜೆ ವಿವಿಧ ಭಜನಾ ಮಂಡಳಿ ಯವರಿಂದ ಭಜನೆ, ಸ್ವಸ್ತಿವಾಚನ, ಮಹಾ ಮಂಗಳಾರತಿ, ಶ್ರೇಯ ಪ್ರಾರ್ಥನೆ ನೇರವೇರಲಾಯಿತು ಮಧ್ಯಾರಾಧನೆ ಕಾರ್ಯಕ್ರಮದಲ್ಲಿ ಸಾವಿರಾರು ಭಕ್ತರು ಭಾಗವಹಿಸಿದರು. — [53, 1908, 269, 2168]
karnataka-emblem-icon — [1182, 1761, 1204, 1783]
qr-corner-icon — [97, 736, 125, 763]
guru-heading: ಶ್ರೀ ಗುರುಸಾರ್ವಭೌಮರ ಮಧ್ಯಾರಾಧನೆ — [67, 1652, 254, 1714]
notice-government: ಕರ್ನಾಟಕ ಸರ್ಕಾರ — [1213, 1760, 1314, 1780]
notice-footer-code: ಡಿಐಪಿಆರ್/ಬಳ್ಳಾರಿ/356/ಕೆಎಸ್‌ಎಂಸಿಎ/2025-26 — [994, 2344, 1204, 2358]
notice-department-1: ಜಿಲ್ಲಾ ಪಂಚಾಯತ್ ಬಳ್ಳಾರಿ. ಸಹಾಯಕ ನಿರ್ದೇಶಕರು, — [1059, 1786, 1360, 1806]
social-youtube-line[interactable]: ಯೂಟ್ಯೂಬ್ ಚಾನೆಲ್ ಸಬ್‌ಸ್ಕ್ರೈಬ್ ಮಾಡಿ — [62, 847, 196, 858]
daily-label-english: KANNADA DAILY MORNING — [1002, 438, 1372, 469]
elephant-image-label: ವಿಶ್ವ ಆನೆ ದಿನ — [61, 1161, 134, 1234]
notice-reference-row — [987, 1862, 1429, 1885]
